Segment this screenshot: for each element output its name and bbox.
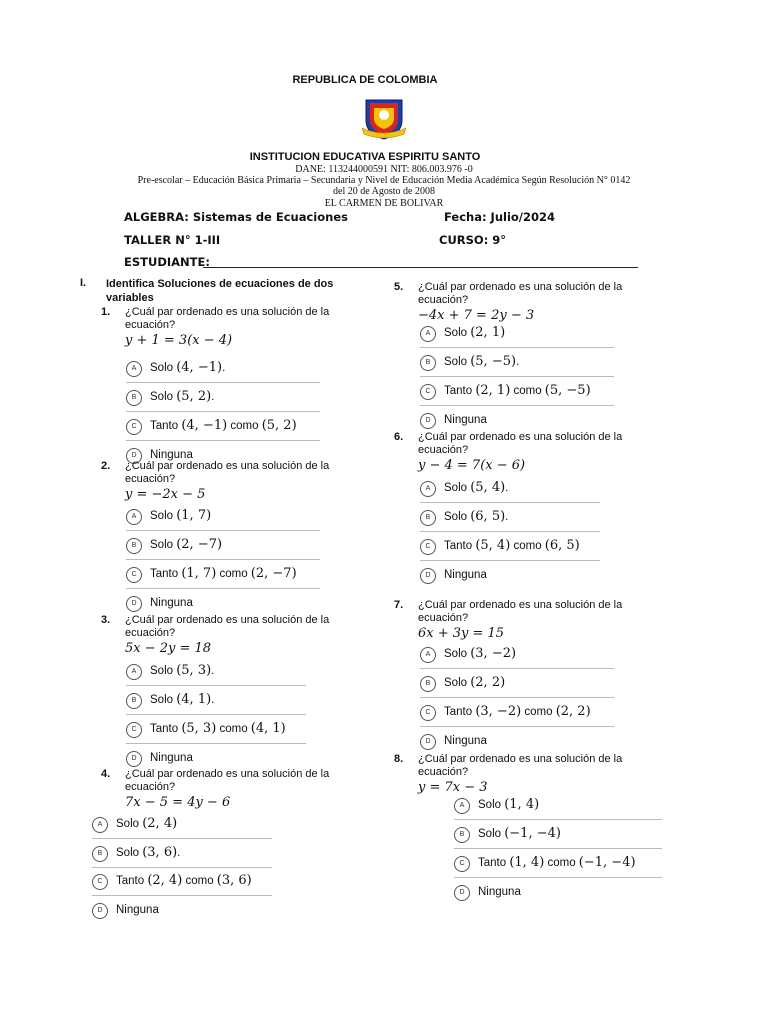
option-letter-bubble[interactable]: C bbox=[126, 722, 142, 738]
option-pair-1: (3, −2) bbox=[475, 704, 522, 719]
question-number: 8. bbox=[394, 753, 404, 765]
question-number: 4. bbox=[101, 768, 111, 780]
question-equation: 6x + 3y = 15 bbox=[418, 626, 505, 641]
question-text: ¿Cuál par ordenado es una solución de la ecuación? bbox=[418, 599, 623, 624]
option-divider bbox=[92, 895, 272, 896]
option-label bbox=[116, 816, 177, 831]
option-divider bbox=[126, 411, 320, 412]
option-letter-bubble[interactable]: A bbox=[92, 817, 108, 833]
option-prefix: Solo bbox=[150, 665, 177, 677]
option-label bbox=[150, 508, 211, 523]
option-divider bbox=[454, 877, 662, 878]
question-text: ¿Cuál par ordenado es una solución de la ecuación? bbox=[125, 768, 330, 793]
option-prefix: Tanto bbox=[150, 723, 182, 735]
option-letter-bubble[interactable]: B bbox=[420, 676, 436, 692]
option-divider bbox=[420, 697, 614, 698]
subject-label: ALGEBRA: Sistemas de Ecuaciones bbox=[124, 210, 348, 224]
option-a[interactable] bbox=[126, 356, 320, 382]
section-number: I. bbox=[80, 277, 87, 289]
option-d[interactable] bbox=[92, 898, 272, 924]
question-number: 2. bbox=[101, 460, 111, 472]
option-prefix: Tanto bbox=[150, 568, 182, 580]
option-letter-bubble[interactable]: B bbox=[420, 510, 436, 526]
option-b[interactable] bbox=[420, 350, 614, 376]
student-label: ESTUDIANTE: bbox=[124, 255, 210, 269]
option-b[interactable] bbox=[420, 505, 600, 531]
option-letter-bubble[interactable]: A bbox=[420, 647, 436, 663]
option-label bbox=[478, 826, 561, 841]
option-pair-1: (2, 1) bbox=[470, 325, 506, 340]
option-suffix: . bbox=[211, 391, 215, 403]
option-b[interactable] bbox=[454, 822, 662, 848]
option-a[interactable] bbox=[420, 476, 600, 502]
question-1 bbox=[101, 306, 335, 348]
option-prefix: Tanto bbox=[444, 385, 476, 397]
option-a[interactable] bbox=[92, 812, 272, 838]
option-divider bbox=[126, 685, 306, 686]
option-label bbox=[150, 418, 297, 433]
option-divider bbox=[126, 559, 320, 560]
course-label: CURSO: 9° bbox=[439, 233, 507, 247]
question-number: 7. bbox=[394, 599, 404, 611]
option-pair-1: (5, 4) bbox=[470, 480, 506, 495]
question-equation: y = 7x − 3 bbox=[418, 780, 488, 795]
option-label bbox=[444, 509, 508, 524]
question-number: 6. bbox=[394, 431, 404, 443]
option-letter-bubble[interactable]: C bbox=[420, 384, 436, 400]
option-divider bbox=[420, 376, 614, 377]
option-letter-bubble[interactable]: D bbox=[126, 751, 142, 767]
option-label bbox=[444, 567, 487, 582]
question-equation: 7x − 5 = 4y − 6 bbox=[125, 795, 231, 810]
option-label bbox=[444, 538, 580, 553]
option-connector: como bbox=[544, 857, 579, 869]
option-letter-bubble[interactable]: B bbox=[420, 355, 436, 371]
option-prefix: Solo bbox=[150, 694, 177, 706]
option-c[interactable] bbox=[420, 534, 600, 560]
question-equation: y = −2x − 5 bbox=[125, 487, 206, 502]
option-pair-1: (1, 4) bbox=[509, 855, 545, 870]
option-divider bbox=[420, 405, 614, 406]
option-pair-2: (5, 2) bbox=[261, 418, 297, 433]
country-title: REPUBLICA DE COLOMBIA bbox=[292, 74, 438, 86]
option-divider bbox=[126, 588, 320, 589]
option-c[interactable] bbox=[126, 717, 306, 743]
option-connector: como bbox=[182, 875, 217, 887]
option-label bbox=[150, 721, 286, 736]
option-label bbox=[150, 537, 222, 552]
option-suffix: . bbox=[505, 511, 509, 523]
option-divider bbox=[420, 668, 614, 669]
option-divider bbox=[126, 743, 306, 744]
option-letter-bubble[interactable]: A bbox=[126, 664, 142, 680]
option-prefix: Ninguna bbox=[150, 597, 193, 609]
option-connector: como bbox=[510, 385, 545, 397]
question-text: ¿Cuál par ordenado es una solución de la ecuación? bbox=[418, 431, 623, 456]
option-letter-bubble[interactable]: A bbox=[126, 361, 142, 377]
option-pair-1: (5, −5) bbox=[470, 354, 517, 369]
option-label bbox=[116, 873, 252, 888]
option-prefix: Ninguna bbox=[444, 569, 487, 581]
option-label bbox=[150, 566, 297, 581]
option-divider bbox=[454, 848, 662, 849]
option-connector: como bbox=[216, 568, 251, 580]
student-name-line[interactable] bbox=[203, 267, 638, 268]
option-letter-bubble[interactable]: B bbox=[126, 390, 142, 406]
option-pair-2: (2, −7) bbox=[250, 566, 297, 581]
option-pair-1: (4, −1) bbox=[176, 360, 223, 375]
option-letter-bubble[interactable]: D bbox=[454, 885, 470, 901]
option-divider bbox=[92, 838, 272, 839]
option-prefix: Solo bbox=[478, 828, 505, 840]
school-crest-logo bbox=[360, 98, 408, 140]
option-letter-bubble[interactable]: D bbox=[126, 448, 142, 464]
option-d[interactable] bbox=[420, 563, 600, 589]
option-prefix: Ninguna bbox=[150, 449, 193, 461]
question-equation: −4x + 7 = 2y − 3 bbox=[418, 308, 535, 323]
option-prefix: Ninguna bbox=[444, 735, 487, 747]
resolution-date-line: del 20 de Agosto de 2008 bbox=[333, 186, 435, 197]
option-suffix: . bbox=[211, 665, 215, 677]
option-letter-bubble[interactable]: B bbox=[126, 538, 142, 554]
option-divider bbox=[420, 560, 600, 561]
option-c[interactable] bbox=[420, 379, 614, 405]
option-d[interactable] bbox=[454, 880, 662, 906]
option-label bbox=[150, 663, 214, 678]
option-prefix: Solo bbox=[150, 362, 177, 374]
option-label bbox=[478, 855, 636, 870]
option-divider bbox=[126, 530, 320, 531]
option-prefix: Ninguna bbox=[444, 414, 487, 426]
option-b[interactable] bbox=[126, 385, 320, 411]
question-number: 5. bbox=[394, 281, 404, 293]
option-prefix: Solo bbox=[444, 482, 471, 494]
option-letter-bubble[interactable]: C bbox=[420, 705, 436, 721]
question-7 bbox=[394, 599, 628, 641]
option-label bbox=[150, 360, 225, 375]
option-letter-bubble[interactable]: C bbox=[454, 856, 470, 872]
question-6 bbox=[394, 431, 628, 473]
option-pair-1: (2, 1) bbox=[475, 383, 511, 398]
option-letter-bubble[interactable]: A bbox=[420, 481, 436, 497]
option-c[interactable] bbox=[126, 414, 320, 440]
option-divider bbox=[126, 714, 306, 715]
option-pair-1: (3, 6) bbox=[142, 844, 178, 860]
option-divider bbox=[454, 819, 662, 820]
option-prefix: Solo bbox=[478, 799, 505, 811]
option-letter-bubble[interactable]: C bbox=[126, 567, 142, 583]
option-prefix: Tanto bbox=[444, 540, 476, 552]
option-pair-1: (1, 7) bbox=[176, 508, 212, 523]
question-text: ¿Cuál par ordenado es una solución de la ecuación? bbox=[125, 614, 330, 639]
option-letter-bubble[interactable]: B bbox=[92, 846, 108, 862]
option-prefix: Solo bbox=[444, 648, 471, 660]
option-prefix: Tanto bbox=[478, 857, 510, 869]
question-equation: 5x − 2y = 18 bbox=[125, 641, 212, 656]
option-pair-1: (4, −1) bbox=[181, 418, 228, 433]
dane-line: DANE: 113244000591 NIT: 806.003.976 -0 bbox=[295, 164, 473, 175]
option-letter-bubble[interactable]: C bbox=[420, 539, 436, 555]
option-divider bbox=[420, 502, 600, 503]
question-text: ¿Cuál par ordenado es una solución de la ecuación? bbox=[125, 306, 330, 331]
option-label bbox=[444, 733, 487, 748]
option-a[interactable] bbox=[420, 321, 614, 347]
option-connector: como bbox=[521, 706, 556, 718]
option-b[interactable] bbox=[126, 688, 306, 714]
option-divider bbox=[420, 531, 600, 532]
option-pair-2: (4, 1) bbox=[250, 721, 286, 736]
section-title: Identifica Soluciones de ecuaciones de dos variables bbox=[106, 278, 334, 304]
option-connector: como bbox=[510, 540, 545, 552]
option-pair-1: (5, 4) bbox=[475, 538, 511, 553]
option-pair-2: (5, −5) bbox=[544, 383, 591, 398]
option-letter-bubble[interactable]: B bbox=[126, 693, 142, 709]
option-pair-1: (5, 2) bbox=[176, 389, 212, 404]
option-pair-1: (2, −7) bbox=[176, 537, 223, 552]
option-c[interactable] bbox=[454, 851, 662, 877]
option-a[interactable] bbox=[126, 659, 306, 685]
option-letter-bubble[interactable]: A bbox=[126, 509, 142, 525]
question-3 bbox=[101, 614, 335, 656]
option-suffix: . bbox=[222, 362, 226, 374]
option-label bbox=[150, 692, 214, 707]
option-divider bbox=[420, 726, 614, 727]
option-prefix: Tanto bbox=[116, 875, 148, 887]
option-label bbox=[150, 389, 214, 404]
option-label bbox=[444, 412, 487, 427]
option-prefix: Solo bbox=[150, 391, 177, 403]
option-pair-2: (3, 6) bbox=[216, 873, 252, 888]
option-divider bbox=[126, 440, 320, 441]
option-d[interactable] bbox=[420, 729, 614, 755]
question-equation: y + 1 = 3(x − 4) bbox=[125, 333, 233, 348]
option-letter-bubble[interactable]: C bbox=[126, 419, 142, 435]
option-prefix: Tanto bbox=[150, 420, 182, 432]
question-text: ¿Cuál par ordenado es una solución de la ecuación? bbox=[418, 753, 623, 778]
option-label bbox=[116, 845, 180, 860]
option-prefix: Solo bbox=[116, 846, 143, 859]
question-8 bbox=[394, 753, 628, 795]
option-c[interactable] bbox=[92, 869, 272, 895]
option-connector: como bbox=[216, 723, 251, 735]
option-suffix: . bbox=[505, 482, 509, 494]
option-pair-2: (2, 2) bbox=[555, 704, 591, 719]
option-label bbox=[150, 750, 193, 765]
option-connector: como bbox=[227, 420, 262, 432]
option-pair-1: (2, 2) bbox=[470, 675, 506, 690]
question-2 bbox=[101, 460, 335, 502]
option-label bbox=[478, 797, 539, 812]
option-letter-bubble[interactable]: A bbox=[420, 326, 436, 342]
option-pair-1: (2, 4) bbox=[147, 873, 183, 888]
option-suffix: . bbox=[177, 846, 181, 859]
question-text: ¿Cuál par ordenado es una solución de la ecuación? bbox=[418, 281, 623, 306]
option-label bbox=[150, 595, 193, 610]
option-prefix: Solo bbox=[150, 539, 177, 551]
city-line: EL CARMEN DE BOLIVAR bbox=[324, 198, 444, 209]
option-prefix: Solo bbox=[116, 818, 143, 830]
option-letter-bubble[interactable]: A bbox=[454, 798, 470, 814]
option-letter-bubble[interactable]: D bbox=[420, 413, 436, 429]
taller-label: TALLER N° 1-III bbox=[124, 233, 221, 247]
option-pair-1: (6, 5) bbox=[470, 509, 506, 524]
option-pair-1: (4, 1) bbox=[176, 692, 212, 707]
option-divider bbox=[420, 347, 614, 348]
levels-line: Pre-escolar – Educación Básica Primaria – Secundaria y Nivel de Educación Media Académica Según Resolución N° 0142 bbox=[137, 175, 631, 186]
option-label bbox=[444, 354, 519, 369]
option-label bbox=[444, 675, 505, 690]
option-divider bbox=[92, 867, 272, 868]
option-pair-1: (3, −2) bbox=[470, 646, 517, 661]
option-label bbox=[478, 884, 521, 899]
option-pair-1: (2, 4) bbox=[142, 816, 178, 831]
option-b[interactable] bbox=[92, 841, 272, 867]
option-a[interactable] bbox=[454, 793, 662, 819]
option-letter-bubble[interactable]: D bbox=[126, 596, 142, 612]
option-pair-1: (1, 4) bbox=[504, 797, 540, 812]
option-c[interactable] bbox=[126, 562, 320, 588]
option-suffix: . bbox=[516, 356, 520, 368]
option-prefix: Ninguna bbox=[116, 903, 159, 916]
option-prefix: Solo bbox=[444, 677, 471, 689]
option-label bbox=[444, 646, 516, 661]
question-equation: y − 4 = 7(x − 6) bbox=[418, 458, 526, 473]
option-prefix: Tanto bbox=[444, 706, 476, 718]
option-prefix: Solo bbox=[150, 510, 177, 522]
option-suffix: . bbox=[211, 694, 215, 706]
option-c[interactable] bbox=[420, 700, 614, 726]
option-label bbox=[444, 383, 591, 398]
option-a[interactable] bbox=[126, 504, 320, 530]
option-pair-2: (−1, −4) bbox=[578, 855, 636, 870]
date-label: Fecha: Julio/2024 bbox=[444, 210, 556, 224]
option-label bbox=[444, 325, 505, 340]
question-text: ¿Cuál par ordenado es una solución de la ecuación? bbox=[125, 460, 330, 485]
option-pair-1: (5, 3) bbox=[181, 721, 217, 736]
option-prefix: Ninguna bbox=[150, 752, 193, 764]
option-letter-bubble[interactable]: D bbox=[420, 734, 436, 750]
option-prefix: Solo bbox=[444, 511, 471, 523]
option-letter-bubble[interactable]: B bbox=[454, 827, 470, 843]
option-b[interactable] bbox=[420, 671, 614, 697]
option-label bbox=[116, 902, 159, 917]
question-number: 3. bbox=[101, 614, 111, 626]
option-label bbox=[444, 704, 591, 719]
option-pair-1: (5, 3) bbox=[176, 663, 212, 678]
option-pair-2: (6, 5) bbox=[544, 538, 580, 553]
option-a[interactable] bbox=[420, 642, 614, 668]
institution-name: INSTITUCION EDUCATIVA ESPIRITU SANTO bbox=[249, 151, 481, 163]
option-letter-bubble[interactable]: D bbox=[420, 568, 436, 584]
option-letter-bubble[interactable]: D bbox=[92, 903, 108, 919]
option-label bbox=[444, 480, 508, 495]
option-b[interactable] bbox=[126, 533, 320, 559]
question-5 bbox=[394, 281, 628, 323]
option-pair-1: (1, 7) bbox=[181, 566, 217, 581]
option-divider bbox=[126, 382, 320, 383]
option-prefix: Solo bbox=[444, 327, 471, 339]
question-4 bbox=[101, 768, 335, 810]
option-pair-1: (−1, −4) bbox=[504, 826, 561, 841]
question-number: 1. bbox=[101, 306, 111, 318]
option-prefix: Ninguna bbox=[478, 886, 521, 898]
option-prefix: Solo bbox=[444, 356, 471, 368]
option-letter-bubble[interactable]: C bbox=[92, 874, 108, 890]
